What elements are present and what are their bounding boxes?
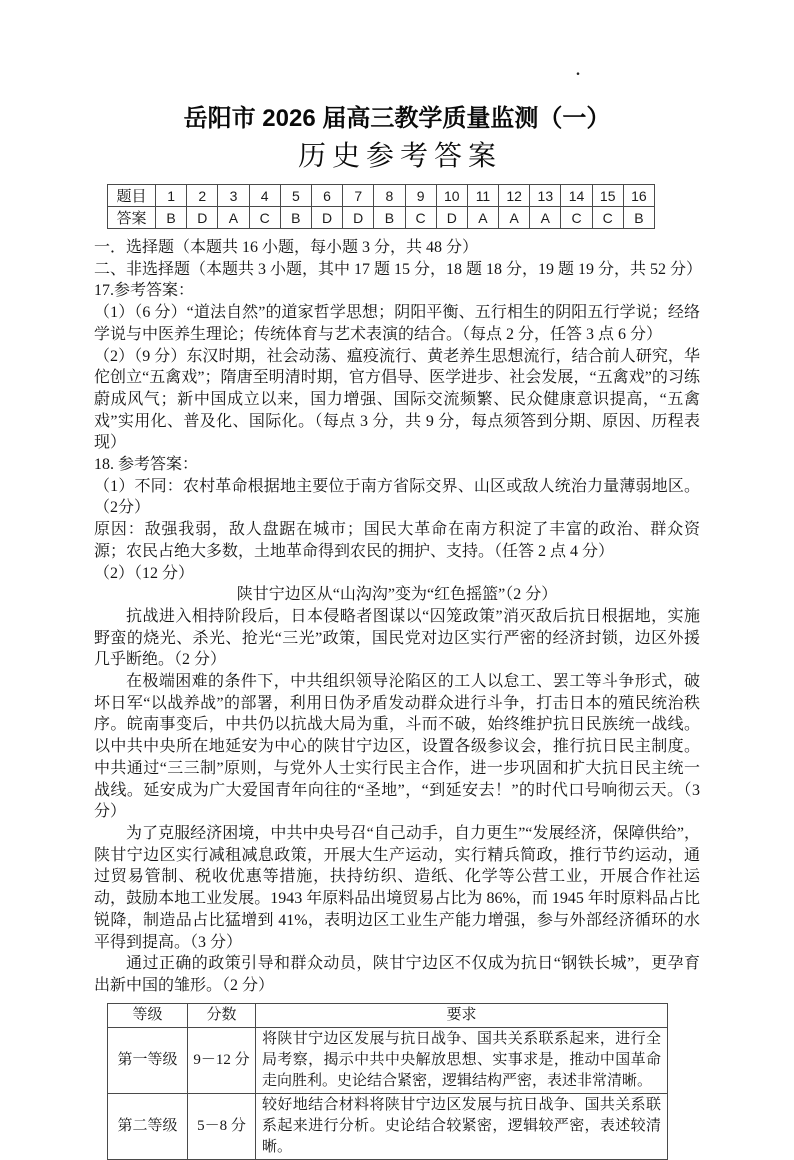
question-number: 12 [499,185,530,207]
page-title: 岳阳市 2026 届高三教学质量监测（一） [183,105,611,132]
tier1-requirement: 将陕甘宁边区发展与抗日战争、国共关系联系起来，进行全局考察，揭示中共中央解放思想、实事求是，推动中国革命走向胜利。史论结合紧密，逻辑结构严密，表述非常清晰。 [256,1027,668,1093]
question-number: 14 [561,185,592,207]
tier2-score: 5－8 分 [188,1093,256,1159]
question-number: 3 [218,185,249,207]
question-number: 6 [311,185,342,207]
section-1-heading: 一．选择题（本题共 16 小题，每小题 3 分，共 48 分） [94,239,479,256]
question-number: 13 [530,185,561,207]
answer-letter: A [499,207,530,229]
question-number: 16 [623,185,654,207]
tier1-level: 第一等级 [108,1027,188,1093]
section-2-heading: 二、非选择题（本题共 3 小题，其中 17 题 15 分，18 题 18 分，19 题 19 分，共 52 分） [94,260,703,278]
answer-key-question-row [108,185,655,207]
essay-paragraph-2: 在极端困难的条件下，中共组织领导沦陷区的工人以怠工、罢工等斗争形式，破坏日军“以战养战”的部署，利用日伪矛盾发动群众进行斗争，打击日本的殖民统治秩序。皖南事变后，中共仍以抗战大局为重，斗而不破，始终维护抗日民族统一战线。以中共中央所在地延安为中心的陕甘宁边区，设置各级参议会，推行抗日民主制度。中共通过“三三制”原则，与党外人士实行民主合作，进一步巩固和扩大抗日民主统一战线。延安成为广大爱国青年向往的“圣地”，“到延安去！”的时代口号响彻云天。（3 分） [94,673,700,821]
q18-answer-1-difference: （1）不同：农村革命根据地主要位于南方省际交界、山区或敌人统治力量薄弱地区。（2分） [94,477,700,517]
q17-answer-2: （2）（9 分）东汉时期，社会动荡、瘟疫流行、黄老养生思想流行，结合前人研究，华佗创立“五禽戏”；隋唐至明清时期，官方倡导、医学进步、社会发展，“五禽戏”的习练蔚成风气；新中国成立以来，国力增强、国际交流频繁、民众健康意识提高，“五禽戏”实用化、普及化、国际化。（每点 3 分，共 9 分，每点须答到分期、原因、历程表现） [94,347,700,452]
question-number: 11 [467,185,498,207]
grading-row-tier1 [108,1027,668,1093]
answer-letter: C [561,207,592,229]
essay-paragraph-4: 通过正确的政策引导和群众动员，陕甘宁边区不仅成为抗日“钢铁长城”，更孕育出新中国的雏形。（2 分） [94,955,700,994]
grading-header-requirement: 要求 [256,1003,668,1027]
question-number: 8 [374,185,405,207]
answer-letter: B [280,207,311,229]
answer-letter: D [311,207,342,229]
grading-row-tier2 [108,1093,668,1159]
question-number: 9 [405,185,436,207]
answer-letter: A [467,207,498,229]
grading-header-score: 分数 [188,1003,256,1027]
answer-letter: A [530,207,561,229]
question-number: 2 [187,185,218,207]
grading-header-row [108,1003,668,1027]
q18-answer-2-heading: （2）（12 分） [94,564,195,582]
answer-letter: C [405,207,436,229]
answer-key-table [107,184,655,229]
answer-body [94,237,703,997]
stray-dot-mark: . [576,62,580,79]
grading-header-level: 等级 [108,1003,188,1027]
answer-letter: B [623,207,654,229]
answer-key-answer-row [108,207,655,229]
q18-answer-1-reason: 原因：敌强我弱，敌人盘踞在城市；国民大革命在南方积淀了丰富的政治、群众资源；农民占绝大多数，土地革命得到农民的拥护、支持。（任答 2 点 4 分） [94,521,700,560]
question-number: 15 [592,185,623,207]
answer-key-row-label: 答案 [108,207,156,229]
answer-letter: D [187,207,218,229]
question-number: 10 [436,185,467,207]
q18-heading: 18. 参考答案： [94,456,199,474]
answer-letter: C [249,207,280,229]
answer-letter: B [374,207,405,229]
answer-letter: B [156,207,187,229]
tier2-level: 第二等级 [108,1093,188,1159]
answer-letter: D [343,207,374,229]
answer-letter: A [218,207,249,229]
essay-title: 陕甘宁边区从“山沟沟”变为“红色摇篮”（2 分） [236,586,558,604]
essay-paragraph-3: 为了克服经济困境，中共中央号召“自己动手，自力更生”“发展经济，保障供给”，陕甘宁边区实行减租减息政策，开展大生产运动，实行精兵简政，推行节约运动，通过贸易管制、税收优惠等措施，扶持纺织、造纸、化学等公营工业，开展合作社运动，鼓励本地工业发展。1943 年原料品出境贸易占比为 86%，而 1945 年时原料品占比锐降，制造品占比猛增到 41%，表明边区工业生产能力增强，参与外部经济循环的水平得到提高。（3 分） [94,824,700,951]
answer-letter: D [436,207,467,229]
question-number: 7 [343,185,374,207]
q17-answer-1: （1）（6 分）“道法自然”的道家哲学思想；阴阳平衡、五行相生的阴阳五行学说；经络学说与中医养生理论；传统体育与艺术表演的结合。（每点 2 分，任答 3 点 6 分） [94,304,700,343]
answer-letter: C [592,207,623,229]
question-number: 1 [156,185,187,207]
question-number: 5 [280,185,311,207]
question-number: 4 [249,185,280,207]
essay-paragraph-1: 抗战进入相持阶段后，日本侵略者图谋以“囚笼政策”消灭敌后抗日根据地，实施野蛮的烧光、杀光、抢光“三光”政策，国民党对边区实行严密的经济封锁，边区外援几乎断绝。（2 分） [94,607,700,669]
page-subtitle: 历史参考答案 [297,141,502,172]
grading-rubric-table [107,1003,668,1160]
answer-key-row-label: 题目 [108,185,156,207]
q17-heading: 17.参考答案： [94,282,195,300]
tier2-requirement: 较好地结合材料将陕甘宁边区发展与抗日战争、国共关系联系起来进行分析。史论结合较紧密，逻辑较严密，表述较清晰。 [256,1093,668,1159]
tier1-score: 9－12 分 [188,1027,256,1093]
